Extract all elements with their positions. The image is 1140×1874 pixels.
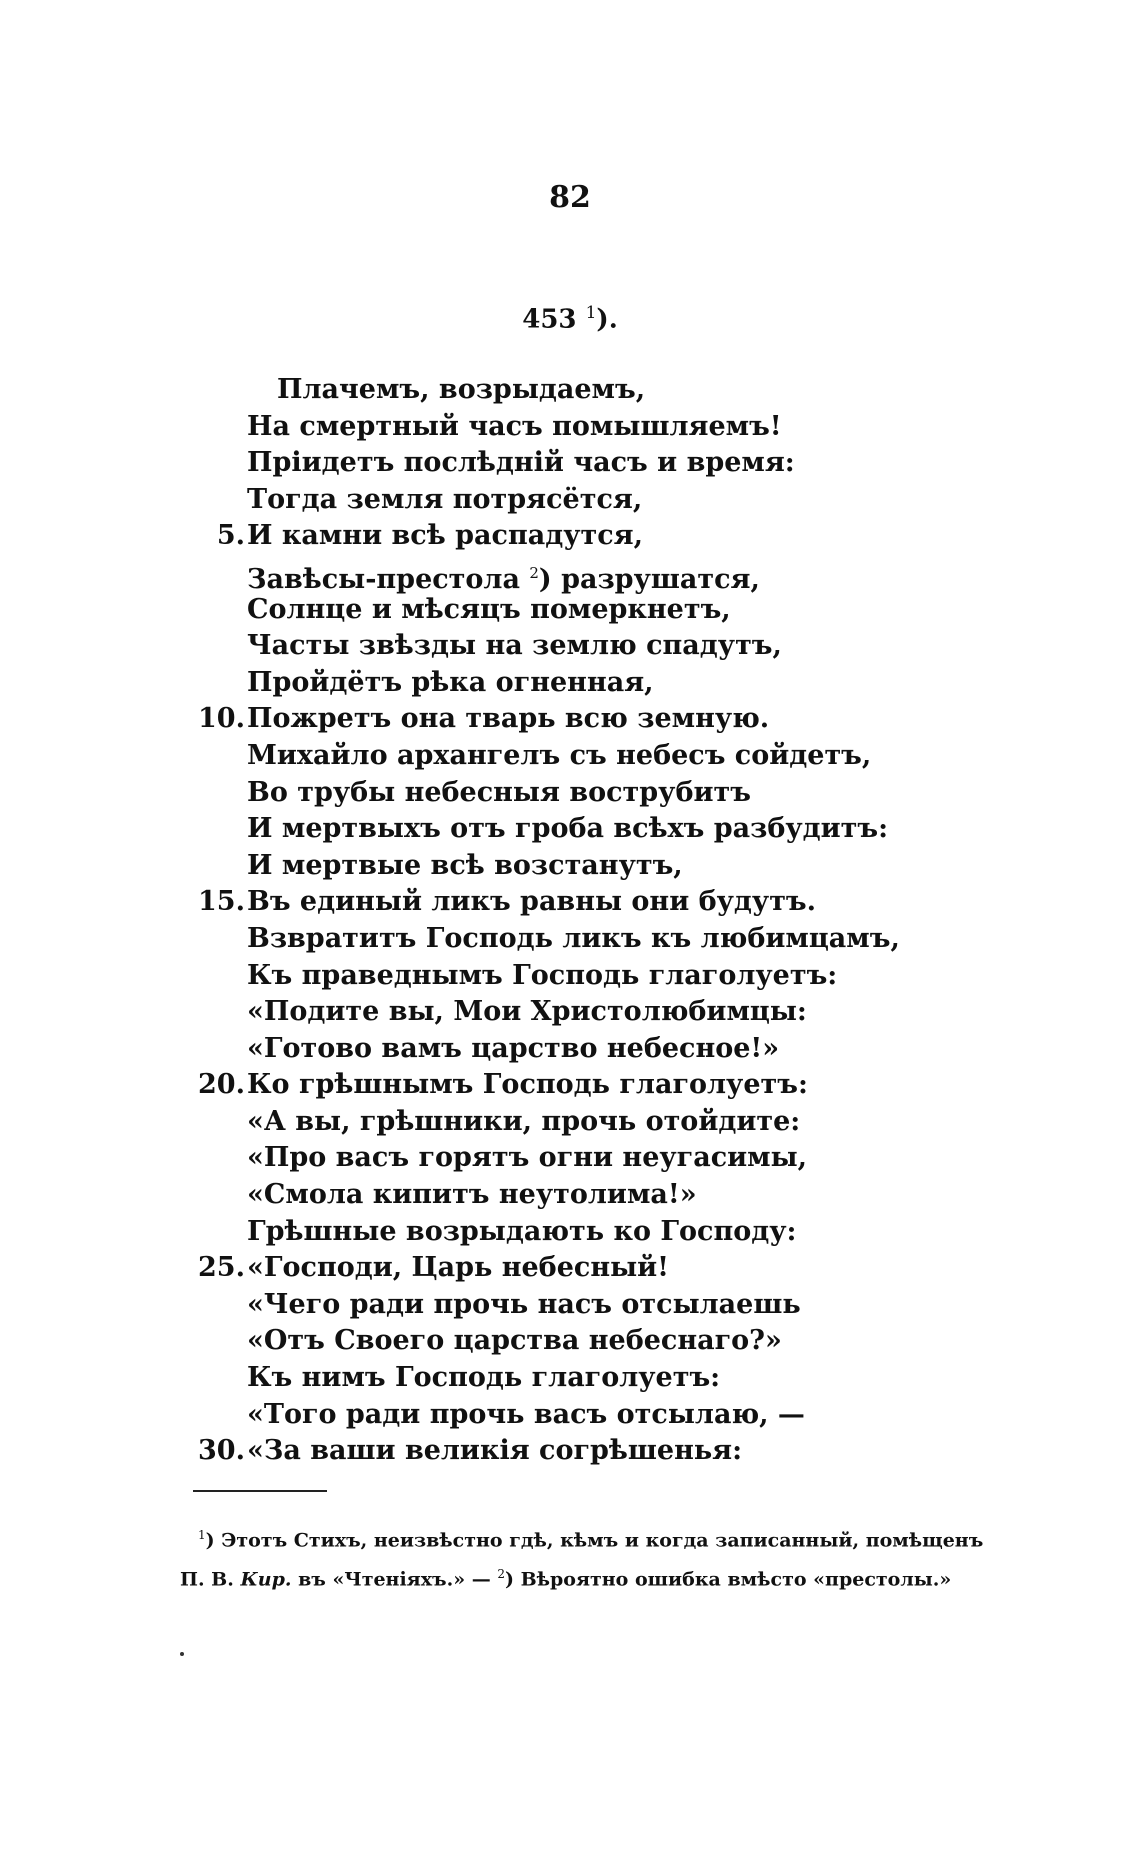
line-text-main: «Чего ради прочь насъ отсылаешь [247,1288,801,1320]
line-text-main: «За ваши великія согрѣшенья: [247,1435,743,1467]
footnote-2-middle: въ «Чтеніяхъ.» — [291,1568,498,1591]
line-text [247,994,807,1031]
poem-line [185,1433,985,1470]
poem-line [185,1177,985,1214]
line-text [247,1177,697,1214]
poem-line [185,518,985,555]
poem-line [185,1067,985,1104]
poem-number-footnote-ref: 1 [585,303,597,323]
poem-line [185,884,985,921]
scan-speck [180,1652,184,1656]
line-text [247,775,751,812]
poem-line [185,372,985,409]
line-text [247,1250,669,1287]
poem-line [185,701,985,738]
poem-line [185,848,985,885]
poem-line [185,1104,985,1141]
line-text [247,409,782,446]
poem-line [185,1397,985,1434]
line-number: 20. [198,1069,245,1101]
line-text-main: «Того ради прочь васъ отсылаю, — [247,1398,805,1430]
poem-line [185,592,985,629]
line-text-main: Плачемъ, возрыдаемъ, [277,374,646,405]
line-text-main: На смертный часъ помышляемъ! [247,410,782,442]
poem-line [185,994,985,1031]
line-number: 10. [198,703,245,735]
line-text [247,884,816,921]
line-text [277,372,645,409]
line-text-main: И мертвые всѣ возстанутъ, [247,849,683,881]
line-text-main: Въ единый ликъ равны они будутъ. [247,886,817,918]
line-number: 30. [198,1435,245,1467]
line-text-main: «Господи, Царь небесный! [247,1252,670,1284]
line-text [247,665,654,702]
line-text [247,1214,797,1251]
poem-line [185,445,985,482]
poem-line [185,1360,985,1397]
footnote-2-marker: 2 [497,1567,505,1582]
line-text [247,518,643,555]
poem-line [185,1323,985,1360]
line-text-main: Ко грѣшнымъ Господь глаголуетъ: [247,1069,808,1101]
line-text-main: Часты звѣзды на землю спадутъ, [247,630,782,662]
poem-line [185,665,985,702]
poem-number-suffix: ). [596,304,618,335]
poem-line [185,1250,985,1287]
poem-number-value: 453 [522,304,577,335]
line-text [247,1433,742,1470]
poem-line [185,482,985,519]
line-text-main: «Подите вы, Мои Христолюбимцы: [247,996,807,1028]
page-number: 82 [549,180,591,215]
poem-line [185,775,985,812]
poem-line [185,1214,985,1251]
footnote-divider [193,1490,327,1492]
footnote-2-text: ) Вѣроятно ошибка вмѣсто «престолы.» [504,1568,952,1591]
line-text-main: Къ праведнымъ Господь глаголуетъ: [247,959,838,991]
poem-line [185,1287,985,1324]
line-text-main: Къ нимъ Господь глаголуетъ: [247,1362,721,1394]
line-number: 25. [198,1252,245,1284]
poem-body [185,372,985,1470]
footnote-1 [180,1518,1020,1557]
line-text-after: ) разрушатся, [538,563,760,595]
line-text [247,701,769,738]
line-text-main: Пожретъ она тварь всю земную. [247,703,770,735]
poem-line [185,958,985,995]
poem-number [0,303,1140,335]
line-text [247,628,782,665]
poem-line [185,738,985,775]
line-text-main: Тогда земля потрясётся, [247,483,643,515]
line-text [247,1360,720,1397]
line-text-main: Взвратитъ Господь ликъ къ любимцамъ, [247,922,900,954]
line-text-main: Пройдётъ рѣка огненная, [247,666,654,698]
footnote-ref: 2 [529,563,539,582]
line-text [247,1287,801,1324]
poem-line [185,811,985,848]
line-text-main: «Про васъ горятъ огни неугасимы, [247,1142,808,1174]
line-text [247,592,731,629]
footnote-1-continued [180,1557,1020,1596]
line-text [247,848,683,885]
line-text [247,445,795,482]
line-text [247,738,871,775]
line-text [247,811,888,848]
footnote-1-text: ) Этотъ Стихъ, неизвѣстно гдѣ, кѣмъ и когда записанный, помѣщенъ [205,1529,984,1552]
footnote-author-abbrev: Кир. [240,1568,292,1591]
line-text [247,921,900,958]
poem-line [185,628,985,665]
line-text-main: «Готово вамъ царство небесное!» [247,1032,780,1064]
poem-line [185,409,985,446]
line-text-main: Солнце и мѣсяцъ померкнетъ, [247,593,731,625]
line-text [247,1067,808,1104]
line-number: 5. [216,520,245,552]
line-text-main: И мертвыхъ отъ гроба всѣхъ разбудитъ: [247,813,889,845]
line-text-main: Пріидетъ послѣдній часъ и время: [247,447,795,479]
line-text-main: Завѣсы-престола [247,563,520,595]
poem-line [185,1031,985,1068]
line-text-main: Грѣшные возрыдають ко Господу: [247,1215,797,1247]
line-text-main: «Смола кипитъ неутолима!» [247,1179,697,1211]
poem-line [185,555,985,595]
poem-line [185,921,985,958]
line-number: 15. [198,886,245,918]
line-text [247,958,837,995]
footnotes [180,1518,1020,1597]
line-text-main: И камни всѣ распадутся, [247,520,643,552]
line-text [247,482,642,519]
line-text-main: «Отъ Своего царства небеснаго?» [247,1325,782,1357]
line-text-main: «А вы, грѣшники, прочь отойдите: [247,1105,801,1137]
line-text-main: Михайло архангелъ съ небесъ сойдетъ, [247,739,872,771]
line-text [247,1397,805,1434]
poem-line [185,1140,985,1177]
line-text [247,1104,800,1141]
line-text [247,1140,807,1177]
footnote-2-lead: П. В. [180,1568,241,1591]
footnote-1-marker: 1 [198,1528,206,1542]
line-text-main: Во трубы небесныя вострубитъ [247,776,751,808]
line-text [247,1323,782,1360]
line-text [247,1031,779,1068]
